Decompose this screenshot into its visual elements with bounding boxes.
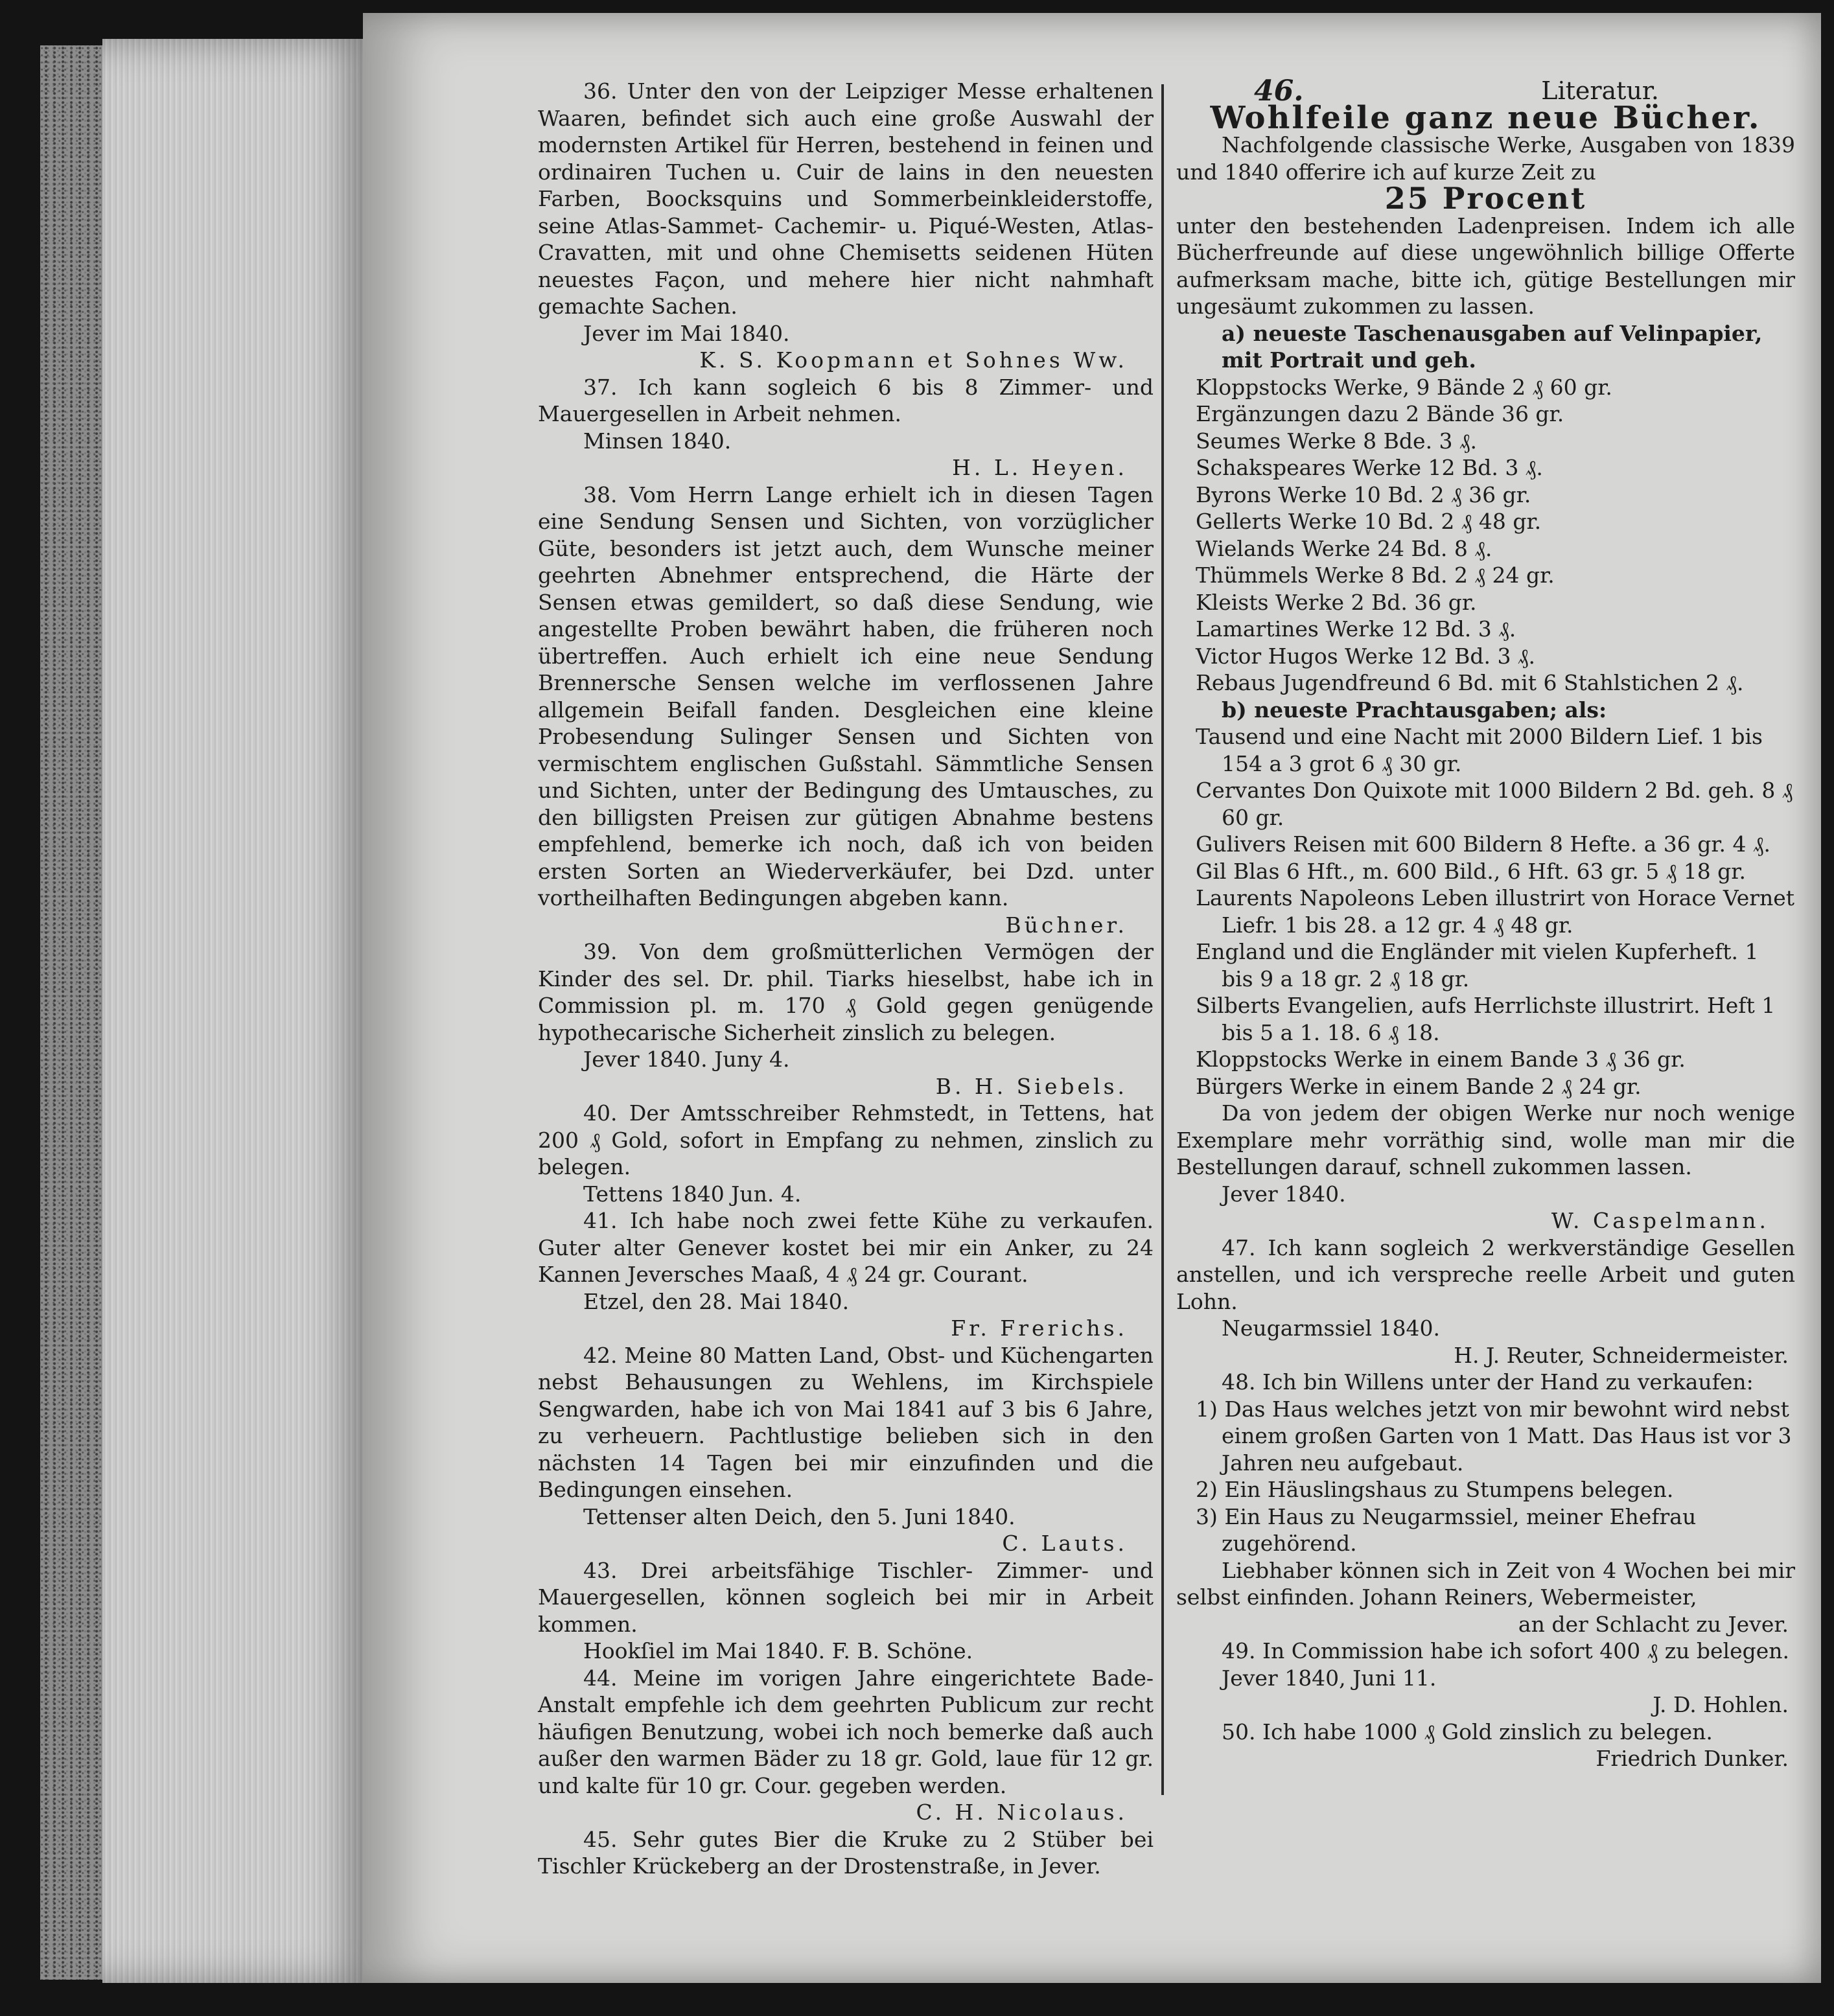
notice-paragraph: Jever 1840, Juni 11. bbox=[1222, 1665, 1437, 1691]
notice-paragraph: 40. Der Amtsschreiber Rehmstedt, in Tettens, hat 200 ₰ Gold, sofort in Empfang zu nehmen, zinslich zu belegen. bbox=[538, 1100, 1154, 1179]
more-notices bbox=[1176, 1234, 1795, 1772]
notice-paragraph: 1) Das Haus welches jetzt von mir bewohnt wird nebst einem großen Garten von 1 Matt. Das Haus ist vor 3 Jahren neu aufgebaut. bbox=[1196, 1396, 1792, 1476]
notice-signature: B. H. Siebels. bbox=[935, 1073, 1128, 1099]
notice-paragraph: Tettenser alten Deich, den 5. Juni 1840. bbox=[583, 1503, 1016, 1529]
book-list-item: Victor Hugos Werke 12 Bd. 3 ₰. bbox=[1196, 643, 1535, 669]
book-list-item: Laurents Napoleons Leben illustrirt von Horace Vernet Liefr. 1 bis 28. a 12 gr. 4 ₰ 48 gr. bbox=[1196, 885, 1795, 938]
notice-paragraph: 42. Meine 80 Matten Land, Obst- und Küchengarten nebst Behausungen zu Wehlens, im Kirchspiele Sengwarden, habe ich von Mai 1841 auf 3 bis 6 Jahre, zu verheuern. Pachtlustige belieben sich in den nächsten 14 Tagen bei mir einzufinden und die Bedingungen einsehen. bbox=[538, 1342, 1154, 1502]
ad-number: 46. bbox=[1254, 75, 1304, 108]
notice-signature: C. H. Nicolaus. bbox=[916, 1800, 1128, 1825]
ad-closing: Da von jedem der obigen Werke nur noch wenige Exemplare mehr vorräthig sind, wolle man mir die Bestellungen darauf, schnell zukommen lassen. bbox=[1176, 1100, 1795, 1179]
book-list-item: Wielands Werke 24 Bd. 8 ₰. bbox=[1196, 535, 1492, 561]
section-a-heading: a) neueste Taschenausgaben auf Velinpapier, mit Portrait und geh. bbox=[1222, 320, 1763, 373]
book-list-item: Cervantes Don Quixote mit 1000 Bildern 2 Bd. geh. 8 ₰ 60 gr. bbox=[1196, 778, 1793, 830]
notice-signature: K. S. Koopmann et Sohnes Ww. bbox=[699, 347, 1128, 373]
notice-paragraph: 45. Sehr gutes Bier die Kruke zu 2 Stüber bei Tischler Krückeberg an der Drostenstraße, in Jever. bbox=[538, 1826, 1154, 1879]
ad-title: Wohlfeile ganz neue Bücher. bbox=[1210, 99, 1761, 136]
book-list-item: Gil Blas 6 Hft., m. 600 Bild., 6 Hft. 63 gr. 5 ₰ 18 gr. bbox=[1196, 858, 1746, 884]
book-list-item: Gellerts Werke 10 Bd. 2 ₰ 48 gr. bbox=[1196, 509, 1542, 534]
book-list-item: Ergänzungen dazu 2 Bände 36 gr. bbox=[1196, 401, 1564, 426]
notice-paragraph: 38. Vom Herrn Lange erhielt ich in diesen Tagen eine Sendung Sensen und Sichten, von vorzüglicher Güte, besonders ist jetzt auch, dem Wunsche meiner geehrten Abnehmer entsprechend, die Härte der Sensen etwas gemildert, so daß diese Sendung, wie angestellte Proben bewährt haben, die früheren noch übertreffen. Auch erhielt ich eine neue Sendung Brennersche Sensen welche im verflossenen Jahre allgemein Beifall fanden. Desgleichen eine kleine Probesendung Sulinger Sensen und Sichten von vermischtem englischen Gußstahl. Sämmtliche Sensen und Sichten, unter der Bedingung des Umtausches, zu den billigsten Preisen zur gütigen Abnahme bestens empfehlend, bemerke ich noch, daß ich von beiden ersten Sorten an Wiederverkäufer, bei Dzd. unter vortheilhaften Bedingungen abgeben kann. bbox=[538, 481, 1154, 910]
notice-paragraph: Tettens 1840 Jun. 4. bbox=[583, 1181, 802, 1207]
notice-paragraph: Minsen 1840. bbox=[583, 428, 732, 454]
notice-paragraph: Liebhaber können sich in Zeit von 4 Wochen bei mir selbst einfinden. Johann Reiners, Webermeister, bbox=[1176, 1557, 1795, 1610]
book-list-a bbox=[1176, 374, 1795, 697]
book-edge-marbled bbox=[40, 45, 104, 1980]
book-list-item: Kloppstocks Werke, 9 Bände 2 ₰ 60 gr. bbox=[1196, 374, 1612, 400]
notice-paragraph: 49. In Commission habe ich sofort 400 ₰ zu belegen. bbox=[1222, 1638, 1790, 1663]
notice-paragraph: 3) Ein Haus zu Neugarmssiel, meiner Ehefrau zugehörend. bbox=[1196, 1503, 1697, 1556]
notice-paragraph: Jever 1840. Juny 4. bbox=[583, 1047, 790, 1072]
discount-headline: 25 Procent bbox=[1384, 181, 1587, 216]
notice-paragraph: 47. Ich kann sogleich 2 werkverständige Gesellen anstellen, und ich verspreche reelle Arbeit und guten Lohn. bbox=[1176, 1234, 1795, 1314]
notice-paragraph: 39. Von dem großmütterlichen Vermögen der Kinder des sel. Dr. phil. Tiarks hieselbst, habe ich in Commission pl. m. 170 ₰ Gold gegen genügende hypothecarische Sicherheit zinslich zu belegen. bbox=[538, 939, 1154, 1045]
ad-category: Literatur. bbox=[1541, 76, 1659, 105]
notice-paragraph: 44. Meine im vorigen Jahre eingerichtete Bade-Anstalt empfehle ich dem geehrten Publicum zur recht häufigen Benutzung, wobei ich noch bemerke daß auch außer den warmen Bäder zu 18 gr. Gold, laue für 12 gr. und kalte für 10 gr. Cour. gegeben werden. bbox=[538, 1665, 1154, 1798]
book-list-item: England und die Engländer mit vielen Kupferheft. 1 bis 9 a 18 gr. 2 ₰ 18 gr. bbox=[1196, 939, 1759, 991]
book-list-item: Tausend und eine Nacht mit 2000 Bildern Lief. 1 bis 154 a 3 grot 6 ₰ 30 gr. bbox=[1196, 724, 1763, 776]
left-column bbox=[538, 78, 1154, 1880]
book-list-item: Seumes Werke 8 Bde. 3 ₰. bbox=[1196, 428, 1478, 454]
book-list-item: Rebaus Jugendfreund 6 Bd. mit 6 Stahlstichen 2 ₰. bbox=[1196, 670, 1744, 695]
notice-paragraph: Jever im Mai 1840. bbox=[583, 320, 790, 346]
page-stack bbox=[102, 39, 375, 1983]
ad-closing-place: Jever 1840. bbox=[1222, 1181, 1346, 1207]
notice-paragraph: 48. Ich bin Willens unter der Hand zu verkaufen: bbox=[1222, 1369, 1754, 1395]
notice-signature: C. Lauts. bbox=[1002, 1531, 1128, 1556]
ad-closing-signature: W. Caspelmann. bbox=[1551, 1208, 1769, 1233]
notice-signature: Fr. Frerichs. bbox=[951, 1315, 1128, 1341]
notice-signature: Büchner. bbox=[1005, 912, 1128, 938]
book-list-item: Gulivers Reisen mit 600 Bildern 8 Hefte. a 36 gr. 4 ₰. bbox=[1196, 831, 1770, 857]
notice-signature: J. D. Hohlen. bbox=[1653, 1692, 1789, 1717]
book-list-item: Schakspeares Werke 12 Bd. 3 ₰. bbox=[1196, 455, 1543, 480]
book-list-item: Lamartines Werke 12 Bd. 3 ₰. bbox=[1196, 616, 1516, 642]
notice-signature: Friedrich Dunker. bbox=[1596, 1746, 1789, 1771]
book-list-item: Kloppstocks Werke in einem Bande 3 ₰ 36 gr. bbox=[1196, 1047, 1686, 1072]
notice-paragraph: 37. Ich kann sogleich 6 bis 8 Zimmer- und Mauergesellen in Arbeit nehmen. bbox=[538, 374, 1154, 426]
book-list-b bbox=[1176, 723, 1795, 1100]
notice-signature: H. L. Heyen. bbox=[952, 455, 1128, 480]
book-list-item: Thümmels Werke 8 Bd. 2 ₰ 24 gr. bbox=[1196, 562, 1555, 588]
notice-paragraph: 36. Unter den von der Leipziger Messe erhaltenen Waaren, befindet sich auch eine große Auswahl der modernsten Artikel für Herren, bestehend in feinen und ordinairen Tuchen u. Cuir de lains in den neuesten Farben, Boocksquins und Sommerbeinkleiderstoffe, seine Atlas-Sammet- Cachemir- u. Piqué-Westen, Atlas-Cravatten, mit und ohne Chemisetts seidenen Hüten neuestes Façon, und mehere hier nicht nahmhaft gemachte Sachen. bbox=[538, 78, 1154, 319]
notice-paragraph: 50. Ich habe 1000 ₰ Gold zinslich zu belegen. bbox=[1222, 1719, 1713, 1744]
column-divider bbox=[1161, 84, 1164, 1795]
notice-signature: an der Schlacht zu Jever. bbox=[1518, 1611, 1789, 1637]
notice-paragraph: 43. Drei arbeitsfähige Tischler- Zimmer- und Mauergesellen, können sogleich bei mir in Arbeit kommen. bbox=[538, 1557, 1154, 1637]
notice-paragraph: 41. Ich habe noch zwei fette Kühe zu verkaufen. Guter alter Genever kostet bei mir ein Anker, zu 24 Kannen Jeversches Maaß, 4 ₰ 24 gr. Courant. bbox=[538, 1208, 1154, 1287]
book-list-item: Kleists Werke 2 Bd. 36 gr. bbox=[1196, 589, 1477, 615]
notice-signature: H. J. Reuter, Schneidermeister. bbox=[1454, 1342, 1789, 1368]
section-b-heading: b) neueste Prachtausgaben; als: bbox=[1222, 697, 1607, 723]
notice-paragraph: 2) Ein Häuslingshaus zu Stumpens belegen. bbox=[1196, 1477, 1674, 1502]
ad-intro-continued: unter den bestehenden Ladenpreisen. Indem ich alle Bücherfreunde auf diese ungewöhnlich billige Offerte aufmerksam mache, bitte ich, gütige Bestellungen mir ungesäumt zukommen zu lassen. bbox=[1176, 213, 1795, 319]
notice-paragraph: Etzel, den 28. Mai 1840. bbox=[583, 1288, 850, 1314]
book-list-item: Byrons Werke 10 Bd. 2 ₰ 36 gr. bbox=[1196, 481, 1531, 507]
notice-paragraph: Neugarmssiel 1840. bbox=[1222, 1315, 1440, 1341]
right-column bbox=[1176, 75, 1795, 1772]
notice-paragraph: Hookſiel im Mai 1840. F. B. Schöne. bbox=[583, 1638, 973, 1663]
ad-intro: Nachfolgende classische Werke, Ausgaben von 1839 und 1840 offerire ich auf kurze Zeit zu bbox=[1176, 132, 1795, 185]
book-list-item: Bürgers Werke in einem Bande 2 ₰ 24 gr. bbox=[1196, 1073, 1642, 1099]
book-list-item: Silberts Evangelien, aufs Herrlichste illustrirt. Heft 1 bis 5 a 1. 18. 6 ₰ 18. bbox=[1196, 993, 1776, 1045]
